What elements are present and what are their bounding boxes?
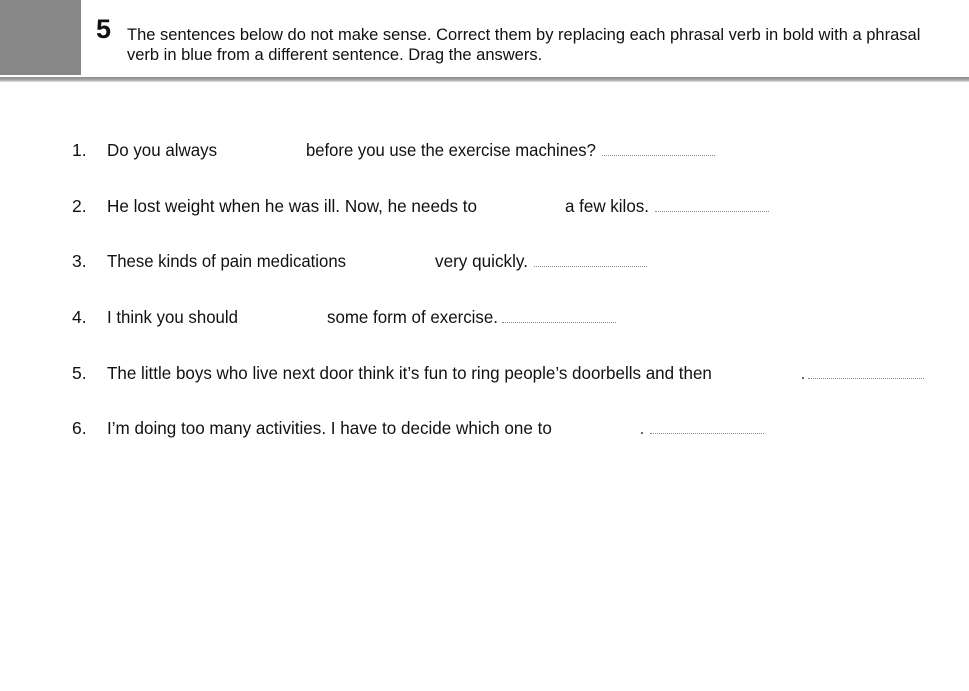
sentence-after: very quickly. — [435, 251, 528, 271]
item-number: 5. — [72, 363, 87, 383]
header-color-block — [0, 0, 81, 75]
exercise-instructions: The sentences below do not make sense. Correct them by replacing each phrasal verb in bold with a phrasal verb in blue from a different sentence. Drag the answers. — [127, 26, 921, 64]
item-number: 3. — [72, 251, 87, 271]
sentence-before: Do you always — [107, 140, 218, 160]
answer-line-5[interactable] — [808, 378, 924, 379]
sentence-before: He lost weight when he was ill. Now, he needs to — [107, 196, 478, 216]
answer-line-3[interactable] — [534, 266, 647, 267]
drop-target-2[interactable] — [482, 196, 562, 218]
drop-target-5[interactable] — [720, 363, 800, 385]
item-number: 1. — [72, 140, 87, 160]
drop-target-3[interactable] — [352, 251, 432, 273]
drop-target-6[interactable] — [560, 418, 640, 440]
sentence-before: These kinds of pain medications — [107, 251, 346, 271]
answer-line-4[interactable] — [502, 322, 616, 323]
sentence-after: some form of exercise. — [327, 307, 498, 327]
answer-line-1[interactable] — [602, 155, 715, 156]
sentence-before: The little boys who live next door think it’s fun to ring people’s doorbells and then — [107, 363, 712, 383]
sentence-before: I’m doing too many activities. I have to decide which one to — [107, 418, 552, 438]
sentence-after: . — [640, 418, 645, 438]
item-number: 4. — [72, 307, 87, 327]
sentence-before: I think you should — [107, 307, 239, 327]
answer-line-2[interactable] — [655, 211, 769, 212]
header-divider — [0, 77, 969, 82]
sentence-after: a few kilos. — [565, 196, 649, 216]
exercise-number: 5 — [96, 14, 112, 44]
answer-line-6[interactable] — [650, 433, 764, 434]
drop-target-1[interactable] — [222, 140, 302, 162]
drop-target-4[interactable] — [244, 307, 324, 329]
sentence-after: . — [801, 363, 806, 383]
item-number: 2. — [72, 196, 87, 216]
item-number: 6. — [72, 418, 87, 438]
sentence-after: before you use the exercise machines? — [306, 140, 596, 160]
exercise-header — [0, 0, 969, 78]
